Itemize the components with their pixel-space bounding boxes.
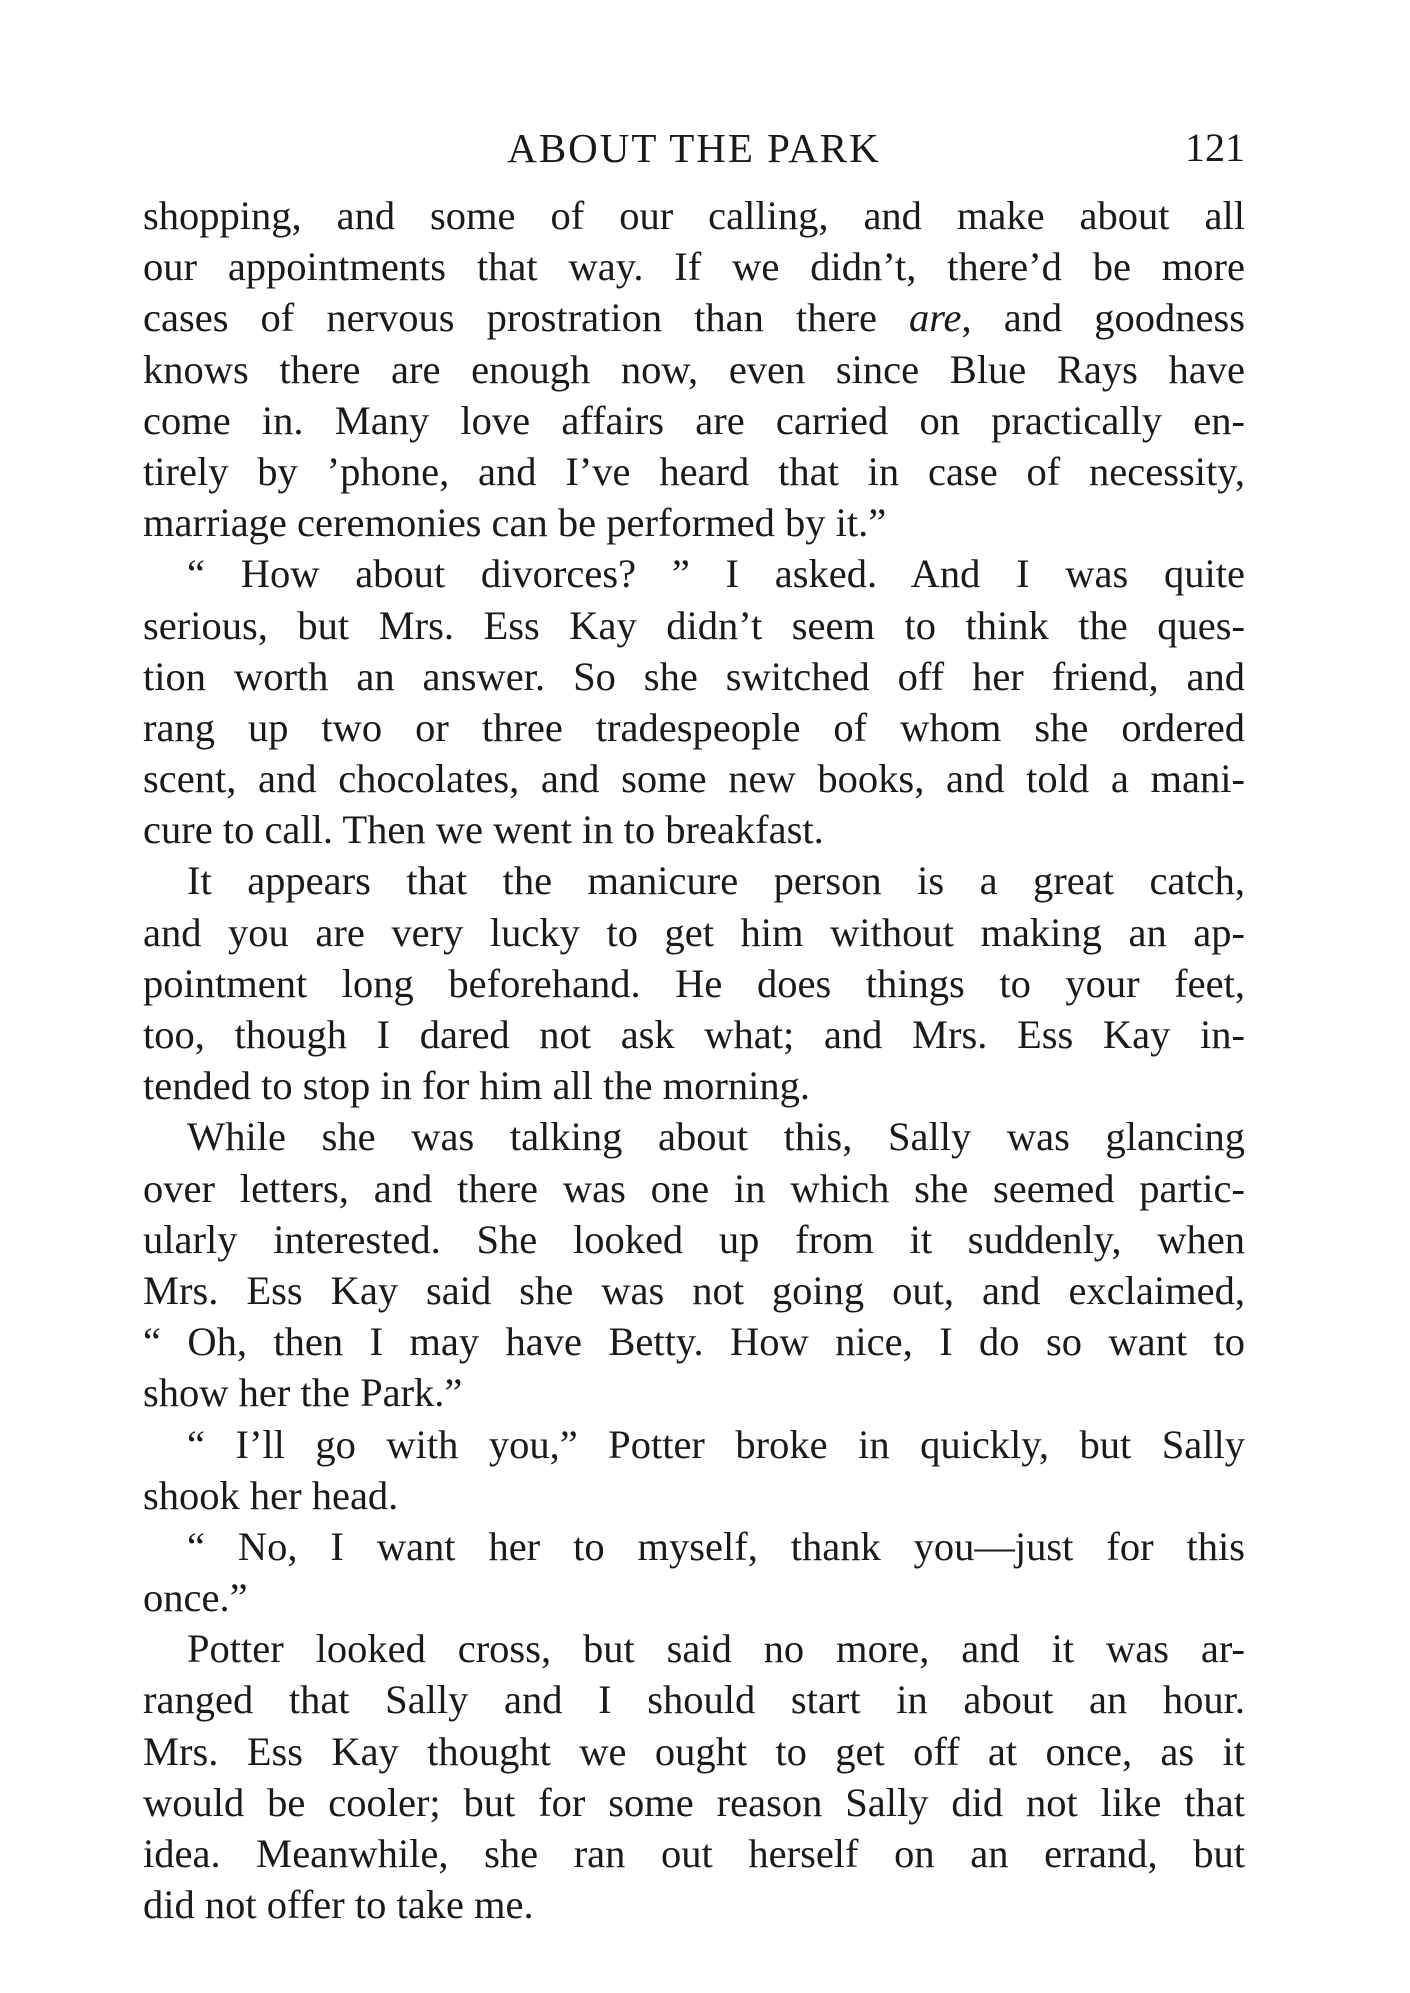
body-text (143, 190, 1245, 1930)
paragraph (143, 190, 1245, 548)
text-line: once.” (143, 1575, 248, 1621)
page-number: 121 (1185, 125, 1245, 170)
text-line: pointment long beforehand. He does things to your feet, (143, 960, 1245, 1006)
paragraph (143, 1623, 1245, 1930)
text-line: over letters, and there was one in which she seemed partic- (143, 1165, 1245, 1211)
text-line: too, though I dared not ask what; and Mrs. Ess Kay in- (143, 1012, 1245, 1057)
text-line: “ I’ll go with you,” Potter broke in quickly, but Sally (187, 1421, 1245, 1467)
emphasis: are (909, 295, 962, 341)
text-line: “ Oh, then I may have Betty. How nice, I do so want to (143, 1319, 1245, 1365)
text-line: tended to stop in for him all the morning. (143, 1063, 811, 1109)
text-line: “ How about divorces? ” I asked. And I was quite (187, 551, 1245, 597)
text-line: our appointments that way. If we didn’t, there’d be more (143, 244, 1245, 290)
text-line: and you are very lucky to get him without making an ap- (143, 909, 1245, 955)
text-line: Potter looked cross, but said no more, and it was ar- (187, 1626, 1245, 1672)
text-line: cases of nervous prostration than there are, and goodness (143, 295, 1246, 341)
paragraph (143, 548, 1245, 855)
paragraph (143, 1111, 1245, 1418)
text-line: idea. Meanwhile, she ran out herself on an errand, but (143, 1831, 1245, 1876)
running-head (143, 118, 1245, 178)
text-line: rang up two or three tradespeople of whom she ordered (143, 704, 1245, 750)
text-line: shopping, and some of our calling, and make about all (143, 193, 1245, 238)
paragraph (143, 1419, 1245, 1521)
text-line: Mrs. Ess Kay thought we ought to get off at once, as it (143, 1728, 1245, 1774)
text-line: come in. Many love affairs are carried on practically en- (143, 397, 1245, 443)
text-line: “ No, I want her to myself, thank you—just for this (187, 1523, 1245, 1569)
text-line: cure to call. Then we went in to breakfast. (143, 807, 824, 853)
text-line: scent, and chocolates, and some new books, and told a mani- (143, 756, 1245, 802)
paragraph (143, 1521, 1245, 1623)
text-line: serious, but Mrs. Ess Kay didn’t seem to think the ques- (143, 602, 1245, 648)
text-line: tion worth an answer. So she switched off her friend, and (143, 653, 1245, 699)
text-line: ularly interested. She looked up from it suddenly, when (143, 1216, 1245, 1262)
text-line: did not offer to take me. (143, 1882, 534, 1928)
text-line: While she was talking about this, Sally was glancing (187, 1114, 1245, 1160)
text-line: marriage ceremonies can be performed by it.” (143, 500, 887, 546)
text-line: ranged that Sally and I should start in about an hour. (143, 1677, 1245, 1723)
running-title: ABOUT THE PARK (507, 125, 881, 171)
text-line: knows there are enough now, even since Blue Rays have (143, 346, 1245, 392)
text-line: would be cooler; but for some reason Sally did not like that (143, 1779, 1245, 1825)
text-line: It appears that the manicure person is a great catch, (187, 858, 1245, 904)
text-line: tirely by ’phone, and I’ve heard that in case of necessity, (143, 448, 1245, 494)
text-line: Mrs. Ess Kay said she was not going out, and exclaimed, (143, 1267, 1245, 1313)
text-line: shook her head. (143, 1472, 399, 1518)
paragraph (143, 855, 1245, 1111)
text-line: show her the Park.” (143, 1370, 463, 1416)
